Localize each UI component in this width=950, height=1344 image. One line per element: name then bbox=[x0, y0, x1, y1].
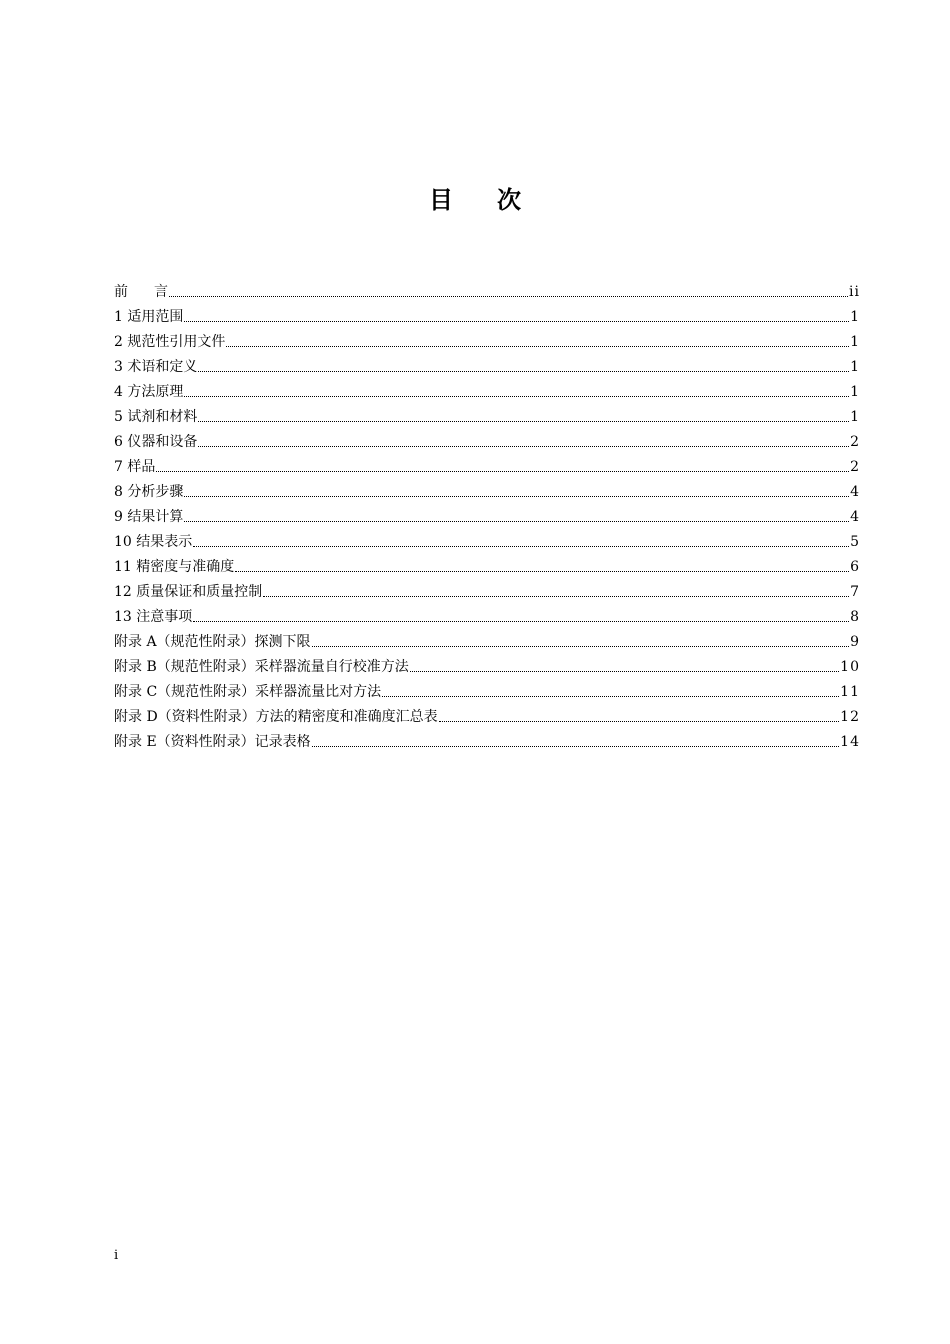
toc-entry-page: 1 bbox=[850, 309, 860, 325]
toc-entry-label: 6 仪器和设备 bbox=[114, 434, 198, 450]
toc-entry-page: 1 bbox=[850, 359, 860, 375]
dot-leader bbox=[169, 296, 848, 297]
dot-leader bbox=[226, 346, 849, 347]
toc-entry[interactable] bbox=[114, 352, 860, 377]
dot-leader bbox=[312, 746, 840, 747]
toc-entry-page: 11 bbox=[840, 684, 860, 700]
toc-entry-page: 2 bbox=[850, 459, 860, 475]
toc-entry-page: 7 bbox=[850, 584, 860, 600]
toc-entry[interactable] bbox=[114, 477, 860, 502]
dot-leader bbox=[184, 496, 849, 497]
toc-entry-label: 2 规范性引用文件 bbox=[114, 334, 226, 350]
toc-entry-label: 13 注意事项 bbox=[114, 609, 193, 625]
toc-entry-label: 附录 E（资料性附录）记录表格 bbox=[114, 734, 311, 750]
toc-entry-page: 14 bbox=[840, 734, 860, 750]
dot-leader bbox=[198, 421, 849, 422]
toc-entry-label: 5 试剂和材料 bbox=[114, 409, 198, 425]
toc-entry-page: 5 bbox=[850, 534, 860, 550]
toc-entry-label: 附录 D（资料性附录）方法的精密度和准确度汇总表 bbox=[114, 709, 438, 725]
toc-entry[interactable] bbox=[114, 502, 860, 527]
toc-entry[interactable] bbox=[114, 677, 860, 702]
title-char-1: 目 bbox=[429, 186, 453, 214]
dot-leader bbox=[382, 696, 839, 697]
toc-entry[interactable] bbox=[114, 627, 860, 652]
toc-entry[interactable] bbox=[114, 577, 860, 602]
toc-entry-page: 4 bbox=[850, 484, 860, 500]
toc-entry[interactable] bbox=[114, 377, 860, 402]
toc-entry[interactable] bbox=[114, 602, 860, 627]
dot-leader bbox=[156, 471, 849, 472]
toc-entry-page: 1 bbox=[850, 384, 860, 400]
title-char-2: 次 bbox=[497, 186, 521, 214]
toc-entry[interactable] bbox=[114, 652, 860, 677]
toc-entry-preface[interactable] bbox=[114, 277, 860, 302]
toc-entry-label: 7 样品 bbox=[114, 459, 156, 475]
toc-entry[interactable] bbox=[114, 327, 860, 352]
toc-entry-page: 1 bbox=[850, 334, 860, 350]
toc-entry-label: 8 分析步骤 bbox=[114, 484, 184, 500]
dot-leader bbox=[198, 446, 849, 447]
toc-entry-page: 9 bbox=[850, 634, 860, 650]
toc-entry[interactable] bbox=[114, 552, 860, 577]
dot-leader bbox=[410, 671, 839, 672]
dot-leader bbox=[184, 396, 849, 397]
toc-entry[interactable] bbox=[114, 452, 860, 477]
toc-entry[interactable] bbox=[114, 527, 860, 552]
toc-entry-page: 6 bbox=[850, 559, 860, 575]
toc-entry-page: 12 bbox=[840, 709, 860, 725]
toc-entry-label: 附录 A（规范性附录）探测下限 bbox=[114, 634, 311, 650]
dot-leader bbox=[312, 646, 850, 647]
dot-leader bbox=[193, 621, 849, 622]
dot-leader bbox=[235, 571, 849, 572]
toc-entry-page: 1 bbox=[850, 409, 860, 425]
toc-entry-label: 10 结果表示 bbox=[114, 534, 193, 550]
preface-label-b: 言 bbox=[154, 284, 168, 300]
toc-entry[interactable] bbox=[114, 402, 860, 427]
dot-leader bbox=[193, 546, 849, 547]
toc-entry-page: 2 bbox=[850, 434, 860, 450]
table-of-contents bbox=[114, 277, 860, 752]
toc-entry-label: 4 方法原理 bbox=[114, 384, 184, 400]
toc-entry-label: 1 适用范围 bbox=[114, 309, 184, 325]
toc-entry-page: 8 bbox=[850, 609, 860, 625]
dot-leader bbox=[184, 321, 849, 322]
dot-leader bbox=[198, 371, 849, 372]
toc-entry-label: 附录 B（规范性附录）采样器流量自行校准方法 bbox=[114, 659, 409, 675]
dot-leader bbox=[184, 521, 849, 522]
toc-entry-label: 9 结果计算 bbox=[114, 509, 184, 525]
toc-entry[interactable] bbox=[114, 302, 860, 327]
dot-leader bbox=[439, 721, 839, 722]
toc-entry-label: 3 术语和定义 bbox=[114, 359, 198, 375]
toc-entry[interactable] bbox=[114, 727, 860, 752]
page-number: i bbox=[114, 1248, 119, 1263]
toc-entry-label: 12 质量保证和质量控制 bbox=[114, 584, 263, 600]
toc-entry-page: ii bbox=[849, 284, 860, 300]
page-title bbox=[0, 180, 950, 215]
preface-label-a: 前 bbox=[114, 284, 128, 300]
toc-entry-label: 11 精密度与准确度 bbox=[114, 559, 235, 575]
dot-leader bbox=[263, 596, 849, 597]
toc-entry-page: 10 bbox=[840, 659, 860, 675]
toc-entry[interactable] bbox=[114, 702, 860, 727]
toc-entry-page: 4 bbox=[850, 509, 860, 525]
toc-entry-label: 附录 C（规范性附录）采样器流量比对方法 bbox=[114, 684, 382, 700]
toc-entry[interactable] bbox=[114, 427, 860, 452]
toc-entry-label bbox=[114, 282, 168, 302]
